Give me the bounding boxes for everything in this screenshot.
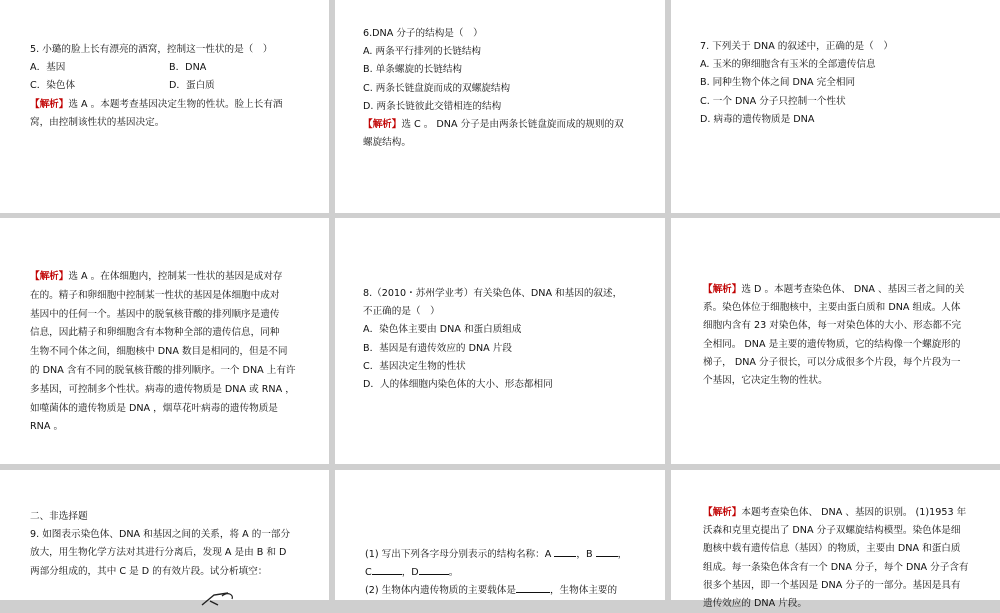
- option-b: B．DNA: [169, 62, 207, 74]
- option-a: A. 两条平行排列的长链结构: [363, 46, 482, 58]
- analysis-text: 沃森和克里克提出了 DNA 分子双螺旋结构模型。染色体是细: [703, 525, 961, 537]
- option-c: C．基因决定生物的性状: [363, 360, 466, 372]
- blank-a[interactable]: [554, 546, 576, 557]
- analysis-text: 信息，因此精子和卵细胞含有本物种全部的遗传信息，同种: [30, 327, 280, 339]
- option-c: C．染色体: [30, 80, 76, 92]
- question-stem: 不正确的是（ ）: [363, 306, 440, 318]
- analysis-text: 多基因，可控制多个性状。病毒的遗传物质是 DNA 或 RNA ，: [30, 383, 295, 395]
- option-c: C. 两条长链盘旋而成的双螺旋结构: [363, 82, 511, 94]
- analysis-text: 螺旋结构。: [363, 137, 411, 149]
- blank-d[interactable]: [419, 564, 449, 575]
- option-d: D. 病毒的遗传物质是 DNA: [700, 113, 815, 125]
- question-stem: 8.（2010・苏州学业考）有关染色体、DNA 和基因的叙述，: [363, 288, 623, 299]
- slide-question-6: [335, 0, 665, 213]
- analysis-text: 的 DNA 含有不同的脱氧核苷酸的排列顺序。一个 DNA 上有许: [30, 364, 296, 376]
- analysis-text: 全相同。 DNA 是主要的遗传物质，它的结构像一个螺旋形的: [703, 338, 961, 350]
- analysis-text: 选 C 。 DNA 分子是由两条长链盘旋而成的规则的双: [401, 119, 624, 131]
- option-a: A. 玉米的卵细胞含有玉米的全部遗传信息: [700, 59, 876, 71]
- slide-analysis-8: [671, 218, 1000, 464]
- slide-question-5: [0, 0, 329, 213]
- slide-question-9: [0, 470, 329, 600]
- analysis-text: 系。染色体位于细胞核中，主要由蛋白质和 DNA 组成。人体: [703, 302, 961, 314]
- question-stem: 放大，用生物化学方法对其进行分离后，发现 A 是由 B 和 D: [30, 547, 287, 559]
- slide-fill-in: [335, 470, 665, 600]
- question-stem: 两部分组成的，其中 C 是 D 的有效片段。试分析填空：: [30, 565, 268, 577]
- analysis-text: 本题考查染色体、 DNA 、基因的识别。 (1)1953 年: [741, 507, 967, 518]
- analysis-tag: 【解析】: [30, 98, 69, 110]
- analysis-text: 窝，由控制该性状的基因决定。: [30, 116, 165, 128]
- fill-text: ，D: [401, 567, 419, 579]
- blank-carrier[interactable]: [516, 582, 550, 593]
- analysis-text: 细胞内含有 23 对染色体，每一对染色体的大小、形态都不完: [703, 320, 962, 332]
- section-heading: 二、非选择题: [30, 511, 88, 522]
- analysis-tag: 【解析】: [703, 284, 742, 295]
- analysis-text: 很多个基因，即一个基因是 DNA 分子的一部分。基因是具有: [703, 579, 961, 591]
- analysis-text: RNA 。: [30, 421, 64, 433]
- analysis-text: 个基因，它决定生物的性状。: [703, 375, 828, 387]
- fill-text: ，B: [576, 549, 593, 560]
- option-d: D．人的体细胞内染色体的大小、形态都相同: [363, 379, 553, 391]
- fill-text: C: [365, 567, 372, 579]
- fill-text: ，: [617, 549, 628, 560]
- analysis-text: 选 A 。在体细胞内，控制某一性状的基因是成对存: [68, 271, 283, 282]
- fill-text: (2) 生物体内遗传物质的主要载体是: [365, 585, 516, 597]
- option-a: A．染色体主要由 DNA 和蛋白质组成: [363, 324, 522, 336]
- question-stem: 5. 小璐的脸上长有漂亮的酒窝，控制这一性状的是（ ）: [30, 44, 273, 55]
- slide-analysis-7: [0, 218, 329, 464]
- analysis-tag: 【解析】: [30, 271, 69, 282]
- analysis-text: 遗传效应的 DNA 片段。: [703, 598, 807, 610]
- slide-question-7: [671, 0, 1000, 213]
- analysis-text: 梯子， DNA 分子很长，可以分成很多个片段，每个片段为一: [703, 356, 961, 368]
- analysis-text: 如噬菌体的遗传物质是 DNA ，烟草花叶病毒的遗传物质是: [30, 402, 278, 414]
- slide-question-8: [335, 218, 665, 464]
- option-b: B．基因是有遗传效应的 DNA 片段: [363, 342, 512, 354]
- slide-analysis-9: [671, 470, 1000, 610]
- option-d: D．蛋白质: [169, 80, 215, 92]
- question-stem: 6.DNA 分子的结构是（ ）: [363, 28, 483, 39]
- analysis-text: 组成。每一条染色体含有一个 DNA 分子，每个 DNA 分子含有: [703, 561, 969, 573]
- option-a: A．基因: [30, 62, 66, 74]
- blank-b[interactable]: [596, 546, 618, 557]
- option-d: D. 两条长链彼此交错相连的结构: [363, 100, 502, 112]
- analysis-tag: 【解析】: [363, 119, 402, 131]
- analysis-tag: 【解析】: [703, 507, 742, 518]
- analysis-text: 选 A 。本题考查基因决定生物的性状。脸上长有酒: [68, 98, 283, 110]
- blank-c[interactable]: [372, 564, 402, 575]
- option-b: B. 同种生物个体之间 DNA 完全相同: [700, 77, 856, 89]
- fill-text: (1) 写出下列各字母分别表示的结构名称：A: [365, 549, 552, 560]
- analysis-text: 胞核中载有遗传信息（基因）的物质，主要由 DNA 和蛋白质: [703, 543, 961, 555]
- analysis-text: 基因中的任何一个。基因中的脱氧核苷酸的排列顺序是遗传: [30, 308, 280, 320]
- analysis-text: 生物不同个体之间，细胞核中 DNA 数目是相同的，但是不同: [30, 346, 288, 358]
- option-b: B. 单条螺旋的长链结构: [363, 64, 463, 76]
- analysis-text: 选 D 。本题考查染色体、 DNA 、基因三者之间的关: [741, 284, 965, 295]
- fill-text: ，生物体主要的: [549, 585, 618, 597]
- chromosome-figure: [188, 585, 248, 605]
- fill-text: 。: [448, 567, 459, 579]
- option-c: C. 一个 DNA 分子只控制一个性状: [700, 95, 846, 107]
- question-stem: 9. 如图表示染色体、DNA 和基因之间的关系，将 A 的一部分: [30, 529, 291, 541]
- question-stem: 7. 下列关于 DNA 的叙述中，正确的是（ ）: [700, 41, 893, 52]
- analysis-text: 在的。精子和卵细胞中控制某一性状的基因是体细胞中成对: [30, 289, 280, 301]
